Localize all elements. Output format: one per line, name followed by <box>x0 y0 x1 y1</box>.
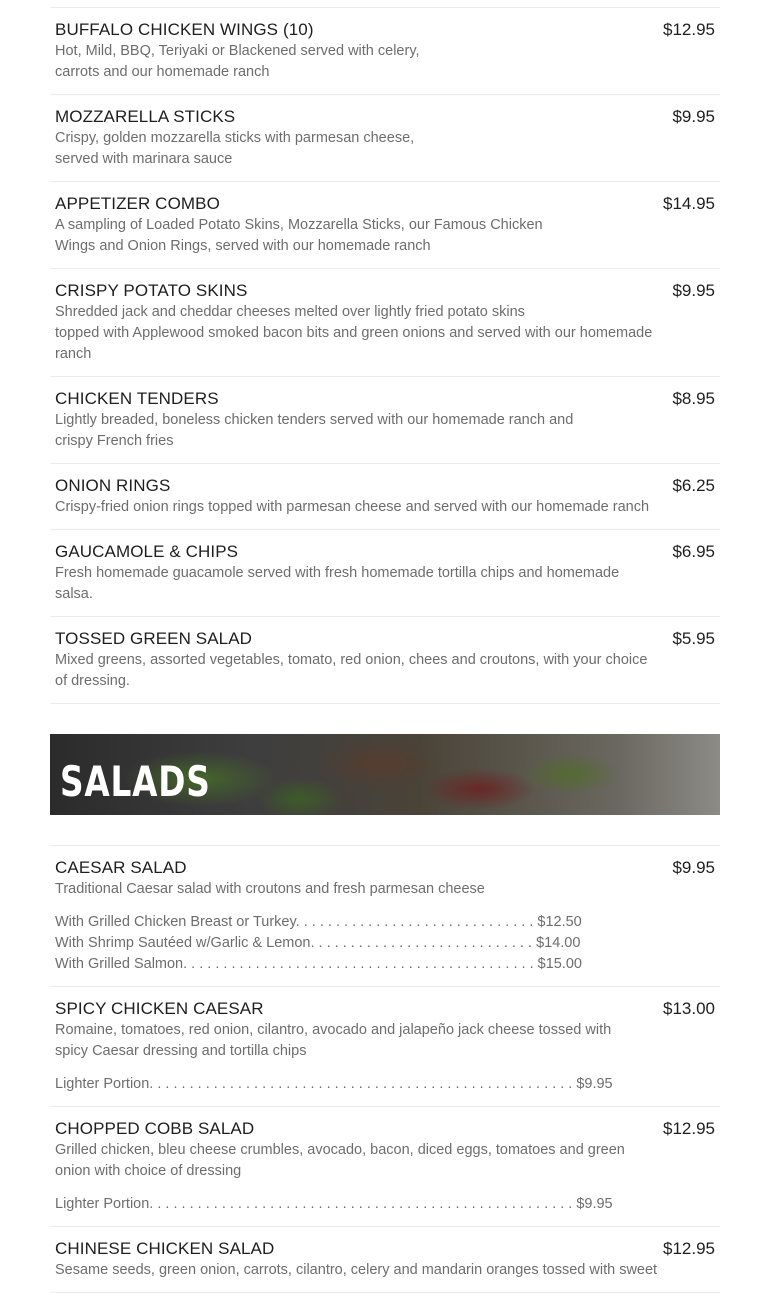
menu-item <box>50 181 720 268</box>
item-name: GAUCAMOLE & CHIPS <box>55 542 239 561</box>
item-price: $8.95 <box>672 389 715 408</box>
item-price: $9.95 <box>672 281 715 300</box>
item-description: Shredded jack and cheddar cheeses melted over lightly fried potato skins <box>55 304 525 320</box>
item-options <box>55 1194 715 1215</box>
menu-item <box>50 376 720 463</box>
salads-section <box>50 845 720 1293</box>
menu-item <box>50 986 720 1106</box>
item-description: A sampling of Loaded Potato Skins, Mozzarella Sticks, our Famous Chicken Wings and Onion Rings, served with our homemade ranch <box>55 217 543 254</box>
item-description: Sesame seeds, green onion, carrots, cilantro, celery and mandarin oranges tossed with sweet <box>55 1262 658 1278</box>
appetizers-section <box>50 7 720 704</box>
menu-item <box>50 7 720 94</box>
item-description: Hot, Mild, BBQ, Teriyaki or Blackened served with celery, carrots and our homemade ranch <box>55 43 420 80</box>
item-name: SPICY CHICKEN CAESAR <box>55 999 264 1018</box>
item-price: $12.95 <box>663 1239 715 1258</box>
menu-item <box>50 1106 720 1226</box>
item-price: $9.95 <box>672 858 715 877</box>
item-description: Traditional Caesar salad with croutons and fresh parmesan cheese <box>55 881 485 897</box>
item-name: CHINESE CHICKEN SALAD <box>55 1239 275 1258</box>
item-options <box>55 1074 715 1095</box>
item-name: CRISPY POTATO SKINS <box>55 281 248 300</box>
item-options <box>55 912 715 975</box>
menu-item <box>50 268 720 376</box>
salads-banner <box>50 734 720 815</box>
item-description: Mixed greens, assorted vegetables, tomato, red onion, chees and croutons, with your choice of dressing. <box>55 652 648 689</box>
option-line: With Shrimp Sautéed w/Garlic & Lemon. . . . . . . . . . . . . . . . . . . . . . . . . . . . $14.00 <box>55 935 581 951</box>
item-name: CHICKEN TENDERS <box>55 389 219 408</box>
item-price: $6.25 <box>672 476 715 495</box>
item-name: CHOPPED COBB SALAD <box>55 1119 255 1138</box>
option-line: Lighter Portion. . . . . . . . . . . . . . . . . . . . . . . . . . . . . . . . . . . . . . . . . . . . . . . . . . . . . $9.95 <box>55 1196 613 1212</box>
item-name: ONION RINGS <box>55 476 171 495</box>
item-price: $12.95 <box>663 20 715 39</box>
item-description: Fresh homemade guacamole served with fresh homemade tortilla chips and homemade salsa. <box>55 565 620 602</box>
item-name: TOSSED GREEN SALAD <box>55 629 253 648</box>
item-description: Grilled chicken, bleu cheese crumbles, avocado, bacon, diced eggs, tomatoes and green onion with choice of dressing <box>55 1142 625 1179</box>
item-description: Romaine, tomatoes, red onion, cilantro, avocado and jalapeño jack cheese tossed with spicy Caesar dressing and tortilla chips <box>55 1022 612 1059</box>
menu-item <box>50 94 720 181</box>
menu-page <box>50 7 720 1293</box>
item-description: Crispy-fried onion rings topped with parmesan cheese and served with our homemade ranch <box>55 499 650 515</box>
item-price: $6.95 <box>672 542 715 561</box>
menu-item <box>50 529 720 616</box>
option-line: With Grilled Salmon. . . . . . . . . . . . . . . . . . . . . . . . . . . . . . . . . . . . . . . . . . . . $15.00 <box>55 956 582 972</box>
item-name: CAESAR SALAD <box>55 858 187 877</box>
item-name: MOZZARELLA STICKS <box>55 107 236 126</box>
option-line: Lighter Portion. . . . . . . . . . . . . . . . . . . . . . . . . . . . . . . . . . . . . . . . . . . . . . . . . . . . . $9.95 <box>55 1076 613 1092</box>
menu-item <box>50 845 720 986</box>
menu-item <box>50 1226 720 1293</box>
item-description: Crispy, golden mozzarella sticks with parmesan cheese, served with marinara sauce <box>55 130 415 167</box>
item-price: $9.95 <box>672 107 715 126</box>
item-name: BUFFALO CHICKEN WINGS (10) <box>55 20 314 39</box>
item-price: $12.95 <box>663 1119 715 1138</box>
item-price: $5.95 <box>672 629 715 648</box>
menu-item <box>50 616 720 704</box>
item-price: $13.00 <box>663 999 715 1018</box>
item-price: $14.95 <box>663 194 715 213</box>
item-description-continued: topped with Applewood smoked bacon bits and green onions and served with our homemade ranch <box>55 325 653 362</box>
item-name: APPETIZER COMBO <box>55 194 220 213</box>
item-description: Lightly breaded, boneless chicken tenders served with our homemade ranch and crispy French fries <box>55 412 574 449</box>
option-line: With Grilled Chicken Breast or Turkey. . . . . . . . . . . . . . . . . . . . . . . . . . . . . . $12.50 <box>55 914 582 930</box>
menu-item <box>50 463 720 529</box>
salads-banner-title: SALADS <box>60 757 211 806</box>
